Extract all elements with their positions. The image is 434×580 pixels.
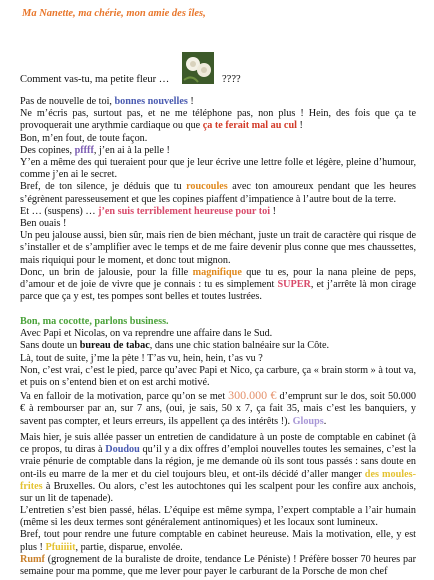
business-heading: Bon, ma cocotte, parlons business. <box>20 316 169 327</box>
highlight-gloups: Gloups <box>292 415 324 427</box>
white-roses-icon <box>182 52 214 84</box>
intro-question: Comment vas-tu, ma petite fleur … <box>20 74 170 85</box>
greeting-title: Ma Nanette, ma chérie, mon amie des îles, <box>22 8 206 19</box>
highlight-bureau-tabac: bureau de tabac <box>79 340 150 352</box>
highlight-doudou: Doudou <box>105 444 140 456</box>
highlight-300000: 300.000 € <box>228 388 277 403</box>
paragraph-interview: Mais hier, je suis allée passer un entretien de candidature à un poste de comptable en cabinet (à ce propos, tu diras à Doudou qu’il y a dix offres d’emploi nouvelles toutes les semaines, c’est la vraie pénurie de comptable dans la région, je me demande où ils sont tous passés : sans doute en ont-ils eu marre de la mer et du ciel toujours bleu, et ont-ils décidé d’aller manger des moules-frites à Bruxelles. Ou alors, c’est les autochtones qui les scalpent pour les confire aux anchois, sur un lit de tapenade). <box>20 432 416 505</box>
highlight-pfuiiiit: Pfuiiiit <box>45 541 76 553</box>
highlight-roucoules: roucoules <box>186 181 228 193</box>
highlight-rumf: Rumf <box>20 553 45 565</box>
paragraph-business: Bon, ma cocotte, parlons business. Avec Papi et Nicolas, on va reprendre une affaire dans le Sud. Sans doute un bureau de tabac, dans une chic station balnéaire sur la Côte. Là, tout de suite, j’me la pète ! T’as vu, hein, hein, t’as vu ? Non, c’est vrai, c’est le pied, parce qu’avec Papi et Nico, ça carbure, ça « brain storm » à tout va, et puis on s’entend bien et on est archi motivé. Va en falloir de la motivation, parce qu’on se met 300.000 € d’emprunt sur le dos, soit 50.000 € à rembourser par an, sur 7 ans, (oui, je sais, 50 x 7, ça fait 35, mais c’est les banquiers, y savent pas compter, et leurs erreurs, ils appellent ça des intérêts !). Gloups. <box>20 316 416 427</box>
highlight-mal: ça te ferait mal au cul <box>202 120 297 132</box>
highlight-heureuse: j’en suis terriblement heureuse pour toi <box>98 205 271 217</box>
paragraph-motivation: L’entretien s’est bien passé, hélas. L’équipe est même sympa, l’expert comptable a l’air humain (même si les deux termes sont généralement antinomiques) et les locaux sont lumineux. Bref, tout pour rendre une future comptable en cabinet heureuse. Mais la motivation, elle, y est plus ! Pfuiiiit, partie, disparue, envolée. Rumf (grognement de la buraliste de droite, tendance Le Péniste) ! Préfère bosser 70 heures par semaine pour ma pomme, que me lever pour payer le carburant de la Porsche de mon chef <box>20 505 416 578</box>
highlight-magnifique: magnifique <box>192 266 242 278</box>
paragraph-news: Pas de nouvelle de toi, bonnes nouvelles ! Ne m’écris pas, surtout pas, et ne me téléphone pas, non plus ! Hein, des fois que ça te provoquerait une arythmie cardiaque ou que ça te ferait mal au cul ! Bon, m’en fout, de toute façon. Des copines, pffff, j’en ai à la pelle ! Y’en a même des qui tueraient pour que je leur écrive une lettre folle et légère, pleine d’humour, comme j’en ai le secret. Bref, de ton silence, je déduis que tu roucoules avec ton amoureux pendant que les heures s’égrènent paresseusement et que les copines piaffent d’impatience à l’autre bout de la terre. Et … (suspens) … j’en suis terriblement heureuse pour toi ! Ben ouais ! Un peu jalouse aussi, bien sûr, mais rien de bien méchant, juste un trait de caractère qui risque de s’installer et de s’amplifier avec le temps et de me faire devenir plus conne que mes chaussettes, mais riquiqui pour le moment, et donc tout mignon. Donc, un brin de jalousie, pour la fille magnifique que tu es, pour la nana pleine de peps, d’amour et de joie de vivre que je connais : tu es simplement SUPER, et j’arrête là mon cirage parce que ça y est, tes pompes sont belles et toutes lustrées. <box>20 96 417 303</box>
question-marks: ???? <box>222 74 241 85</box>
highlight-bonnes-nouvelles: bonnes nouvelles <box>114 96 188 107</box>
highlight-pffff: pffff <box>74 144 94 156</box>
highlight-moules-frites: des moules-frites <box>20 468 416 492</box>
highlight-super: SUPER <box>277 279 311 291</box>
